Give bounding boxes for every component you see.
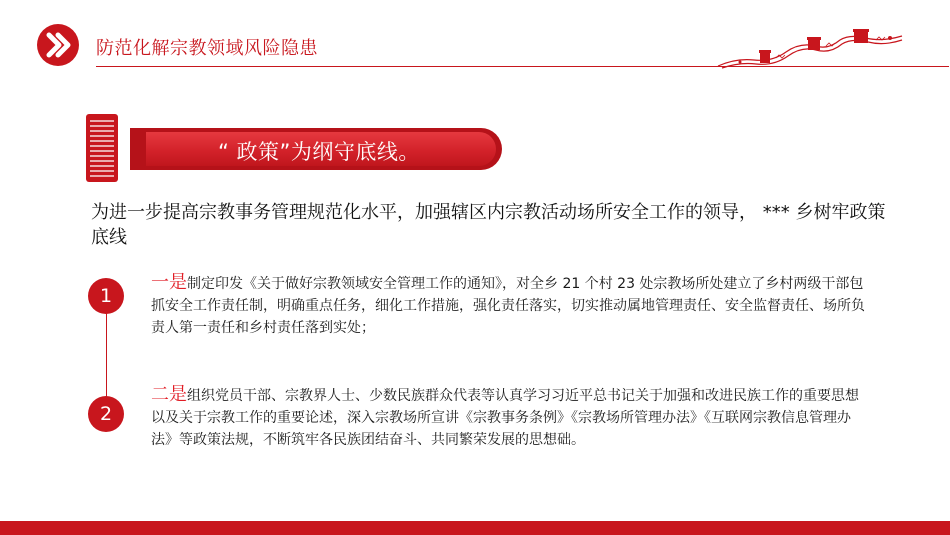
intro-paragraph: 为进一步提高宗教事务管理规范化水平，加强辖区内宗教活动场所安全工作的领导， *** 乡树牢政策底线 xyxy=(91,202,886,248)
item-lead: 一是 xyxy=(151,272,187,293)
item-text: 组织党员干部、宗教界人士、少数民族群众代表等认真学习习近平总书记关于加强和改进民族工作的重要思想以及关于宗教工作的重要论述，深入宗教场所宣讲《宗教事务条例》《宗教场所管理办法》《互联网宗教信息管理办法》等政策法规，不断筑牢各民族团结奋斗、共同繁荣发展的思想础。 xyxy=(151,388,859,448)
item-lead: 二是 xyxy=(151,384,187,405)
item-text: 制定印发《关于做好宗教领域安全管理工作的通知》，对全乡 21 个村 23 处宗教场所处建立了乡村两级干部包抓安全工作责任制，明确重点任务，细化工作措施，强化责任落实，切实推动属地管理责任、安全监督责任、场所负责人第一责任和乡村责任落到实处； xyxy=(151,276,865,336)
spiral-binder-icon xyxy=(86,114,118,182)
footer-bar xyxy=(0,521,950,535)
list-item xyxy=(151,272,867,339)
item-number-2: 2 xyxy=(88,396,124,432)
great-wall-icon xyxy=(716,28,906,72)
page-title: 防范化解宗教领域风险隐患 xyxy=(96,38,318,59)
double-chevron-icon xyxy=(37,24,79,66)
item-number-1: 1 xyxy=(88,278,124,314)
list-item xyxy=(151,384,867,451)
banner-text: “ 政策”为纲守底线。 xyxy=(218,140,420,164)
